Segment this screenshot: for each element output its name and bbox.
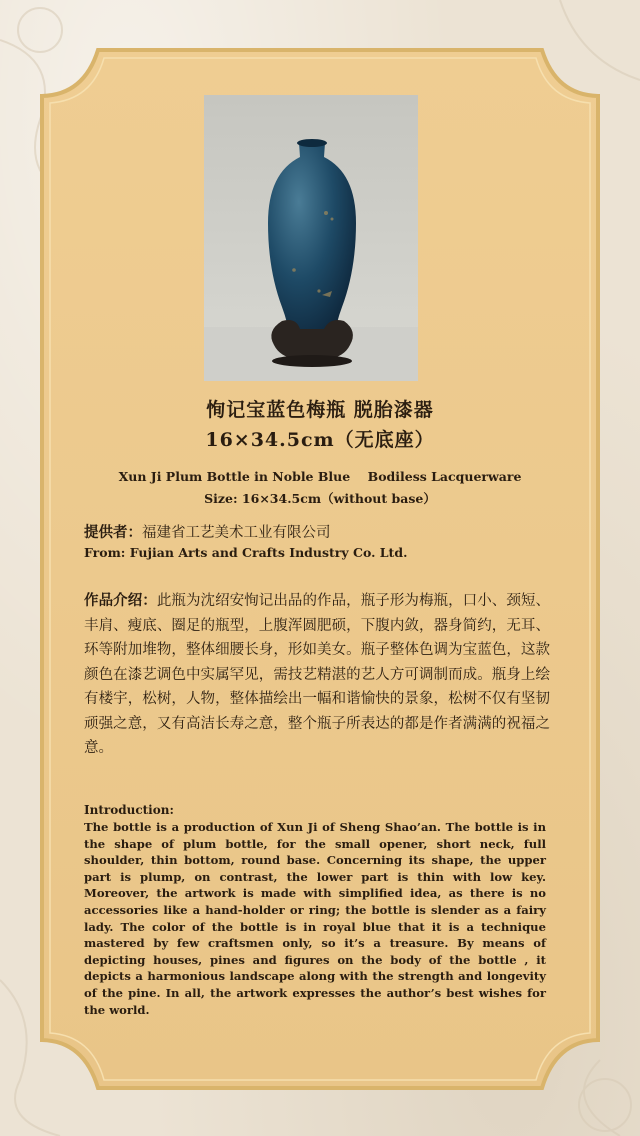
introduction-cn xyxy=(84,589,550,761)
introduction-body-cn: 此瓶为沈绍安恂记出品的作品，瓶子形为梅瓶，口小、颈短、丰肩、瘦底、圈足的瓶型，上腹浑圆肥硕，下腹内敛，器身简约，无耳、环等附加堆物，整体细腰长身，形如美女。瓶子整体色调为宝蓝色，这款颜色在漆艺调色中实属罕见，需技艺精湛的艺人方可调制而成。瓶身上绘有楼宇，松树，人物，整体描绘出一幅和谐愉快的景象，松树不仅有坚韧顽强之意，又有高洁长寿之意，整个瓶子所表达的都是作者满满的祝福之意。 xyxy=(84,593,551,756)
provider-value: 福建省工艺美术工业有限公司 xyxy=(142,525,331,541)
provider-label: 提供者： xyxy=(84,524,142,541)
introduction-body-en: The bottle is a production of Xun Ji of Sheng Shao’an. The bottle is in the shape of plum bottle, for the small opener, short neck, full shoulder, thin bottom, round base. Concerning its shape, the upper part is plump, on contrast, the lower part is thin with low key. Moreover, the artwork is made with simplified idea, as there is no accessories like a hand-holder or ring; the bottle is slender as a fairy lady. The color of the bottle is in royal blue that it is a technique mastered by few craftsmen only, so it’s a treasure. By means of depicting houses, pines and figures on the body of the bottle , it depicts a harmonious landscape along with the strength and longevity of the pine. In all, the artwork expresses the author’s best wishes for the world. xyxy=(84,820,546,1017)
artwork-title-en: Xun Ji Plum Bottle in Noble Blue Bodiless Lacquerware xyxy=(118,469,522,484)
provider-en: From: Fujian Arts and Crafts Industry Co. Ltd. xyxy=(84,545,408,560)
artwork-title-cn: 恂记宝蓝色梅瓶 脱胎漆器 xyxy=(206,399,434,421)
provider-cn xyxy=(84,521,556,542)
artwork-size-en: Size: 16×34.5cm（without base） xyxy=(204,491,436,506)
artwork-size-cn: 16×34.5cm（无底座） xyxy=(205,429,435,451)
introduction-label-cn: 作品介绍： xyxy=(84,592,157,609)
vase-image xyxy=(204,95,418,381)
introduction-label-en: Introduction: xyxy=(84,803,174,817)
vase-photo xyxy=(204,95,418,381)
